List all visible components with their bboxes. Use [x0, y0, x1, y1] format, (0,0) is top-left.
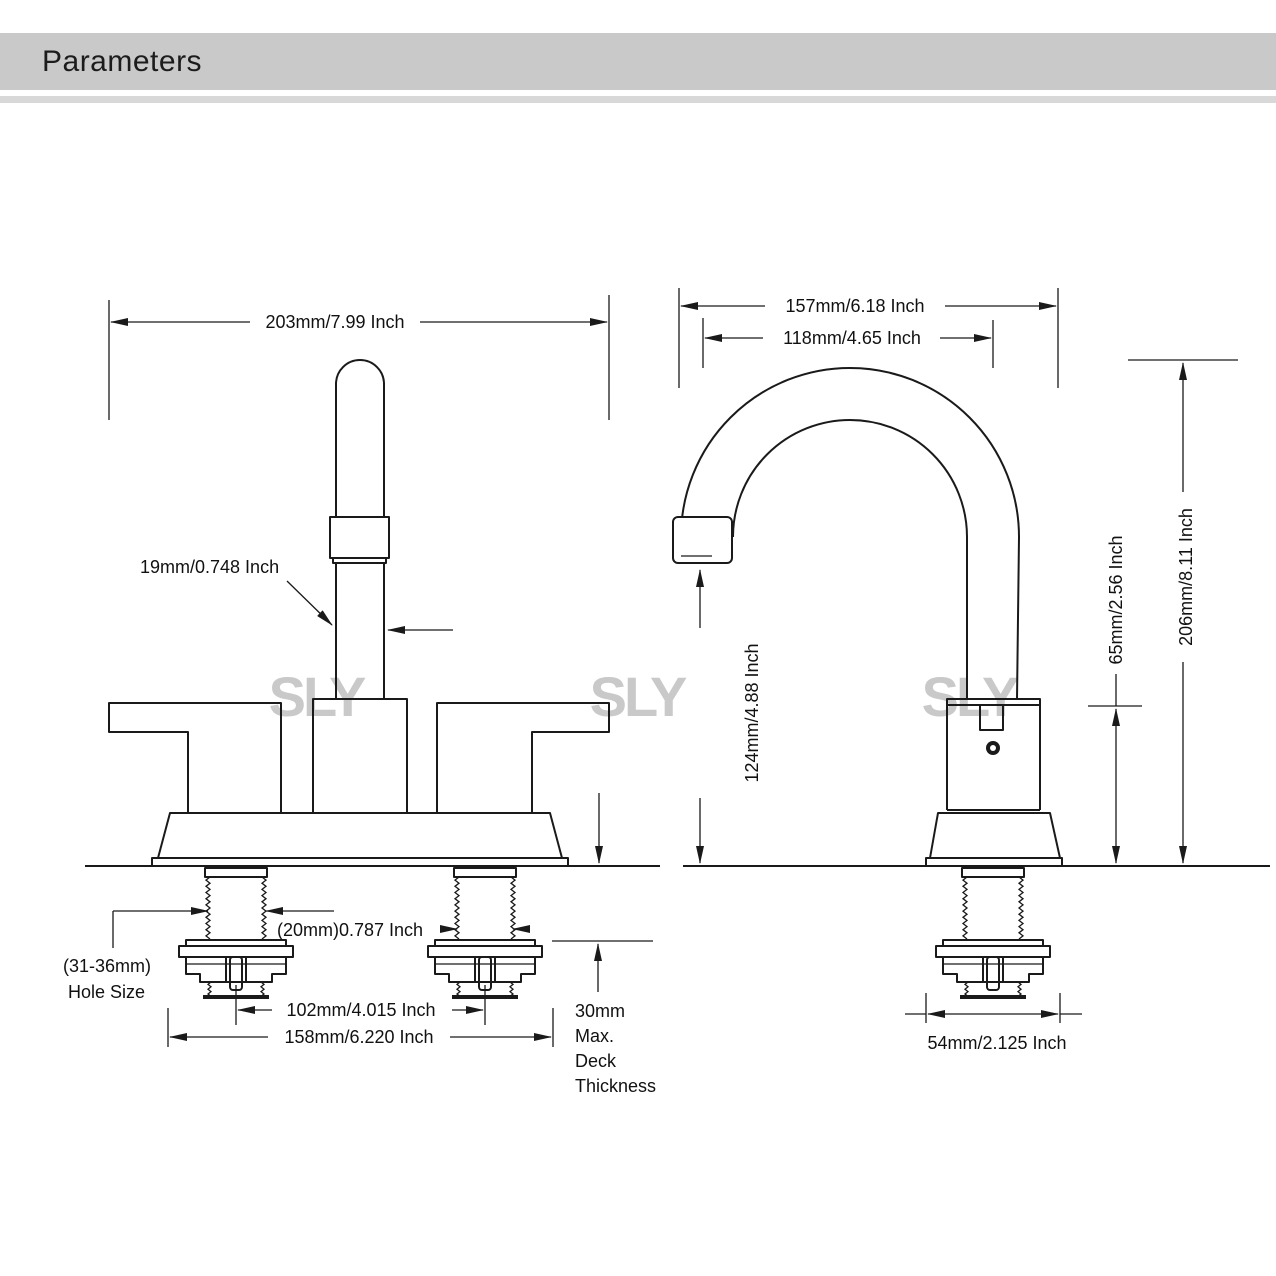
spout-arc-inner: [733, 420, 967, 537]
downtube-right: [1017, 537, 1019, 699]
base-side: [930, 813, 1060, 858]
spout-collar: [330, 517, 389, 558]
front-view: [85, 360, 660, 999]
base-lip-side: [926, 858, 1062, 866]
watermark-text: SLY: [921, 665, 1017, 728]
dim-label-spout-reach: 157mm/6.18 Inch: [785, 296, 925, 316]
dim-label-spout-diameter: 19mm/0.748 Inch: [140, 557, 280, 577]
dim-label-hole-spacing: 102mm/4.015 Inch: [286, 1000, 436, 1020]
base-lip-front: [152, 858, 568, 866]
hole-size-note-line2: Hole Size: [68, 982, 146, 1002]
dim-hole-spacing: [236, 985, 485, 1025]
shank-assembly-side: [936, 868, 1050, 999]
dim-label-spout-reach-inner: 118mm/4.65 Inch: [783, 328, 921, 348]
dim-label-base-width: 54mm/2.125 Inch: [927, 1033, 1067, 1053]
watermark-text: SLY: [589, 665, 685, 728]
spout-top-dome: [336, 360, 384, 384]
dim-base-width: [905, 993, 1082, 1053]
deck-note-line2: Max.: [575, 1026, 615, 1046]
dim-spout-diameter: [140, 557, 453, 630]
dim-overall-width: [109, 295, 609, 420]
leader-arrow: [287, 581, 332, 625]
handle-right: [437, 703, 609, 813]
dim-label-outlet-height: 124mm/4.88 Inch: [742, 643, 762, 783]
handle-left: [109, 703, 281, 813]
dim-label-total-height: 206mm/8.11 Inch: [1176, 508, 1196, 646]
dim-label-body-height: 65mm/2.56 Inch: [1106, 535, 1126, 665]
set-screw-hole-center: [990, 745, 996, 751]
shank-assembly-right: [428, 868, 542, 999]
spout-collar-ring: [333, 558, 386, 563]
dim-body-height: [1088, 535, 1142, 863]
dim-deck-thickness: [552, 793, 656, 1096]
deck-note-line4: Thickness: [575, 1076, 657, 1096]
dim-spout-reach-inner: [703, 318, 993, 368]
watermark-group: [269, 665, 1019, 728]
dim-label-shank-span: 158mm/6.220 Inch: [284, 1027, 434, 1047]
watermark-text: SLY: [268, 665, 364, 728]
hole-size-note-line1: (31-36mm): [63, 956, 152, 976]
dim-total-height: [1128, 360, 1238, 863]
deck-note-line1: 30mm: [575, 1001, 626, 1021]
dim-outlet-height: [700, 570, 762, 863]
dim-shank-diameter: [266, 911, 525, 940]
dim-label-shank-diameter: (20mm)0.787 Inch: [277, 920, 424, 940]
page-title: Parameters: [42, 44, 203, 78]
base-front: [158, 813, 562, 858]
deck-note-line3: Deck: [575, 1051, 617, 1071]
spout-arc-outer: [681, 368, 1019, 537]
dim-label-overall-width: 203mm/7.99 Inch: [265, 312, 405, 332]
shank-assembly-left: [179, 868, 293, 999]
